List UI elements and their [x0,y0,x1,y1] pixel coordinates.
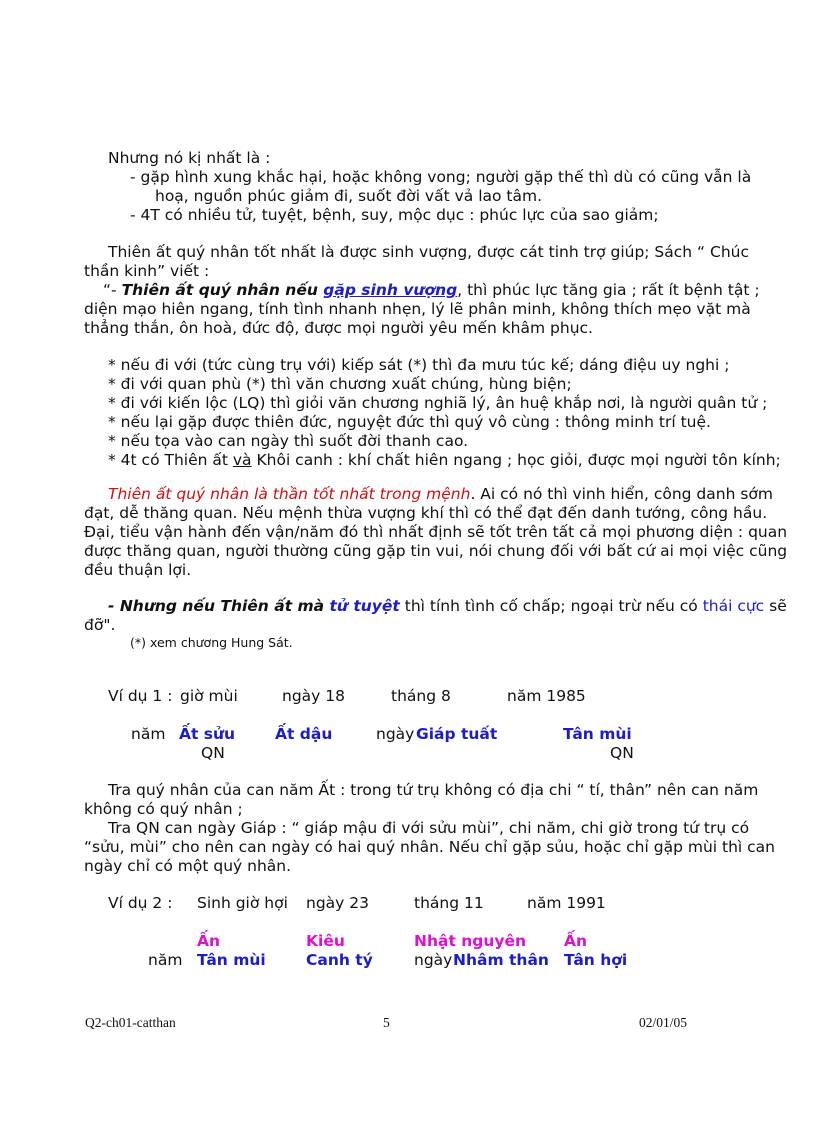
example2-label: Ví dụ 2 : [108,894,173,912]
star-item-5: * nếu tọa vào can ngày thì suốt đời thanh cao. [108,432,469,450]
star-item-6-b: Khôi canh : khí chất hiên ngang ; học giỏi, được mọi người tôn kính; [251,451,781,469]
example2-year: năm 1991 [527,894,606,912]
quote-bold: Thiên ất quý nhân nếu [121,281,324,299]
example1-pillar-month: Ất dậu [275,725,333,743]
section2-line4: diện mạo hiên ngang, tính tình nhanh nhẹn, lý lẽ phân minh, không thích mẹo vặt mà [84,300,751,318]
tra2-line2: “sửu, mùi” cho nên can ngày có hai quý nhân. Nếu chỉ gặp sủu, hoặc chỉ gặp mùi thì can [84,838,775,856]
section4-bold: - Nhưng nếu Thiên ất mà [108,597,330,615]
star-item-6-a: * 4t có Thiên ất [108,451,233,469]
example1-ngay: ngày [376,725,415,743]
footnote: (*) xem chương Hung Sát. [130,635,293,650]
example1-pillar-hour: Tân mùi [563,725,632,743]
star-item-2: * đi với quan phù (*) thì văn chương xuất chúng, hùng biện; [108,375,572,393]
example1-qn-hour: QN [610,744,634,762]
example2-pillar-month: Canh tý [306,951,373,969]
example1-hour: giờ mùi [180,687,238,705]
section3-line4: được thăng quan, người thường cũng gặp tin vui, nói chung đối với bất cứ ai mọi việc cũng [84,542,788,560]
star-item-6-underlined: và [232,451,252,469]
section3-red-phrase: Thiên ất quý nhân là thần tốt nhất trong mệnh [108,485,471,503]
section4-mid: thì tính tình cố chấp; ngoại trừ nếu có [399,597,703,615]
section2-line1: Thiên ất quý nhân tốt nhất là được sinh vượng, được cát tinh trợ giúp; Sách “ Chúc [108,243,749,261]
section3-line3: Đại, tiểu vận hành đến vận/năm đó thì nhất định sẽ tốt trên tất cả mọi phương diện : quan [84,523,788,541]
tra1-line2: không có quý nhân ; [84,800,243,818]
section2-line2: thần kinh” viết : [84,262,210,280]
section3-line1-rest: . Ai có nó thì vinh hiển, công danh sớm [470,485,774,503]
example2-god-year: Ấn [197,932,221,950]
example2-god-month: Kiêu [306,932,345,950]
example2-god-hour: Ấn [564,932,588,950]
example1-pillar-year: Ất sửu [179,725,236,743]
bullet1-line1: - gặp hình xung khắc hại, hoặc không vong; người gặp thế thì dù có cũng vẫn là [130,168,752,186]
example1-year: năm 1985 [507,687,586,705]
quote-blue-phrase: gặp sinh vượng [323,281,458,299]
example2-hour: Sinh giờ hợi [197,894,288,912]
section4-end: sẽ [764,597,787,615]
quote-line [103,281,760,300]
tra2-line1: Tra QN can ngày Giáp : “ giáp mậu đi với sửu mùi”, chi năm, chi giờ trong tứ trụ có [108,819,750,837]
example1-qn-year: QN [201,744,225,762]
quote-rest: , thì phúc lực tăng gia ; rất ít bệnh tật ; [457,281,760,299]
section4-line2: đỡ". [84,616,116,634]
example2-god-day: Nhật nguyên [414,932,527,950]
example2-pillar-day: Nhâm thân [453,951,549,969]
bullet1-line2: hoạ, nguồn phúc giảm đi, suốt đời vất vả lao tâm. [155,187,543,205]
example1-day: ngày 18 [282,687,345,705]
section4-blue-phrase-2: thái cực [702,597,765,615]
section2-line5: thẳng thắn, ôn hoà, đức độ, được mọi người yêu mến khâm phục. [84,319,593,337]
footer-date: 02/01/05 [639,1015,688,1030]
quote-open: “- [103,281,122,299]
bullet2-line: - 4T có nhiều tử, tuyệt, bệnh, suy, mộc dục : phúc lực của sao giảm; [130,206,659,224]
example2-month: tháng 11 [414,894,484,912]
example1-month: tháng 8 [391,687,451,705]
section3-line2: đạt, dễ thăng quan. Nếu mệnh thừa vượng khí thì có thể đạt đến danh tướng, công hầu. [84,504,768,522]
intro-line: Nhưng nó kị nhất là : [108,149,271,167]
example1-label: Ví dụ 1 : [108,687,173,705]
star-item-3: * đi với kiến lộc (LQ) thì giỏi văn chương nghiã lý, ân huệ khắp nơi, là người quân tử ; [108,394,768,412]
section3-line5: đều thuận lợi. [84,561,192,579]
example2-pillar-year: Tân mùi [197,951,266,969]
star-item-6 [108,451,781,470]
tra1-line1: Tra quý nhân của can năm Ất : trong tứ trụ không có địa chi “ tí, thân” nên can năm [108,781,759,799]
footer-page-number: 5 [383,1015,390,1030]
footer-filename: Q2-ch01-catthan [85,1015,176,1030]
star-item-1: * nếu đi với (tức cùng trụ với) kiếp sát (*) thì đa mưu túc kế; dáng điệu uy nghi ; [108,356,730,374]
example2-pillar-hour: Tân hợi [564,951,628,969]
section3-line1 [108,485,774,504]
star-item-4: * nếu lại gặp được thiên đức, nguyệt đức thì quý vô cùng : thông minh trí tuệ. [108,413,711,431]
example2-ngay: ngày [414,951,453,969]
section4-blue-phrase: tử tuyệt [329,597,400,615]
section4-line1 [108,597,787,616]
example1-nam: năm [131,725,166,743]
example1-pillar-day: Giáp tuất [416,725,498,743]
example2-day: ngày 23 [306,894,369,912]
tra2-line3: ngày chỉ có một quý nhân. [84,857,292,875]
example2-nam: năm [148,951,183,969]
